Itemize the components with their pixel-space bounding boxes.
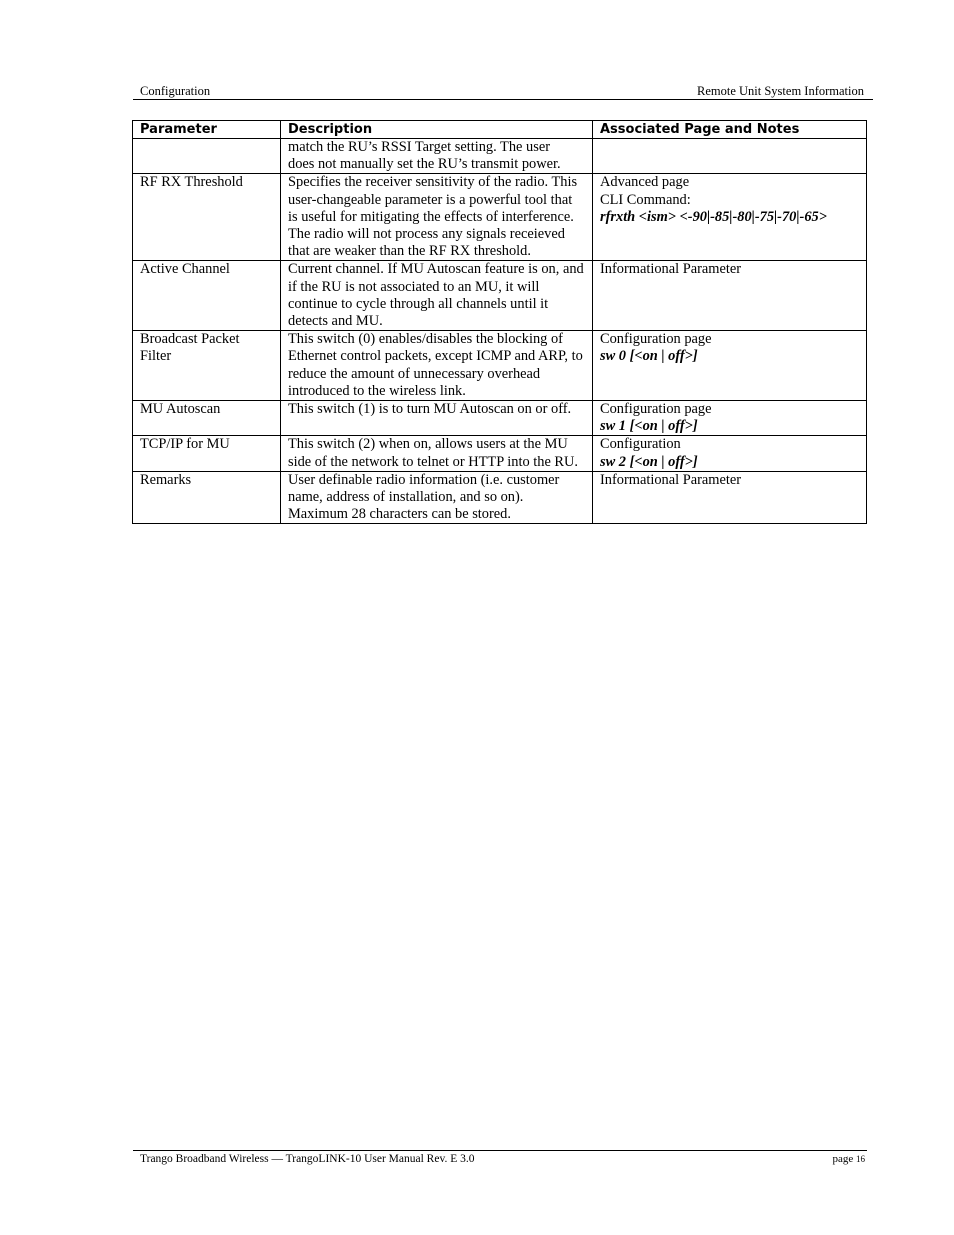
notes-page: Configuration (600, 436, 681, 453)
cell-parameter: TCP/IP for MU (133, 436, 281, 471)
footer-manual-title: Trango Broadband Wireless — TrangoLINK-10 User Manual Rev. E 3.0 (140, 1153, 475, 1165)
cell-notes (593, 139, 867, 174)
description-text: match the RU’s RSSI Target setting. The user does not manually set the RU’s transmit power. (288, 139, 561, 173)
cell-notes (593, 331, 867, 401)
cell-parameter: MU Autoscan (133, 401, 281, 436)
table-row (133, 436, 867, 471)
table-row (133, 401, 867, 436)
cell-parameter: Broadcast Packet Filter (133, 331, 281, 401)
notes-page: Configuration page (600, 331, 712, 348)
page-number-value: 16 (856, 1154, 865, 1164)
page-footer (133, 1150, 867, 1165)
cell-parameter: Active Channel (133, 261, 281, 331)
page-label: page (832, 1153, 854, 1165)
cell-description: Current channel. If MU Autoscan feature is on, and if the RU is not associated to an MU, it will continue to cycle through all channels until it detects and MU. (281, 261, 593, 331)
cell-description: This switch (2) when on, allows users at the MU side of the network to telnet or HTTP into the RU. (281, 436, 593, 471)
notes-cli-label: CLI Command: (600, 191, 691, 208)
column-header-notes: Associated Page and Notes (593, 121, 867, 139)
table-header-row (133, 121, 867, 139)
notes-page: Advanced page (600, 174, 690, 191)
cell-parameter (133, 139, 281, 174)
table-row (133, 261, 867, 331)
cli-command: rfrxth <ism> <-90|-85|-80|-75|-70|-65> (600, 208, 827, 225)
cell-notes (593, 174, 867, 261)
table-row (133, 174, 867, 261)
parameter-table (132, 120, 867, 524)
cell-parameter: Remarks (133, 471, 281, 524)
column-header-parameter: Parameter (133, 121, 281, 139)
cell-description: Specifies the receiver sensitivity of the radio. This user-changeable parameter is a powerful tool that is useful for mitigating the effects of interference. The radio will not process any signals receieved that are weaker than the RF RX threshold. (281, 174, 593, 261)
cell-description (281, 139, 593, 174)
cell-parameter: RF RX Threshold (133, 174, 281, 261)
cell-notes (593, 436, 867, 471)
cell-notes: Informational Parameter (593, 261, 867, 331)
page-number (832, 1152, 865, 1167)
notes-page: Configuration page (600, 401, 712, 418)
header-section-title: Configuration (140, 84, 211, 98)
cell-notes (593, 401, 867, 436)
page-header (133, 84, 873, 100)
cell-description: This switch (1) is to turn MU Autoscan on or off. (281, 401, 593, 436)
column-header-description: Description (281, 121, 593, 139)
table-row (133, 139, 867, 174)
cli-command: sw 0 [<on | off>] (600, 348, 698, 365)
table-row (133, 471, 867, 524)
cli-command: sw 1 [<on | off>] (600, 418, 698, 435)
cell-description: User definable radio information (i.e. customer name, address of installation, and so on). Maximum 28 characters can be stored. (281, 471, 593, 524)
cell-description: This switch (0) enables/disables the blocking of Ethernet control packets, except ICMP and ARP, to reduce the amount of unnecessary overhead introduced to the wireless link. (281, 331, 593, 401)
header-chapter-title: Remote Unit System Information (697, 84, 864, 98)
cell-notes: Informational Parameter (593, 471, 867, 524)
table-row (133, 331, 867, 401)
cli-command: sw 2 [<on | off>] (600, 453, 698, 470)
